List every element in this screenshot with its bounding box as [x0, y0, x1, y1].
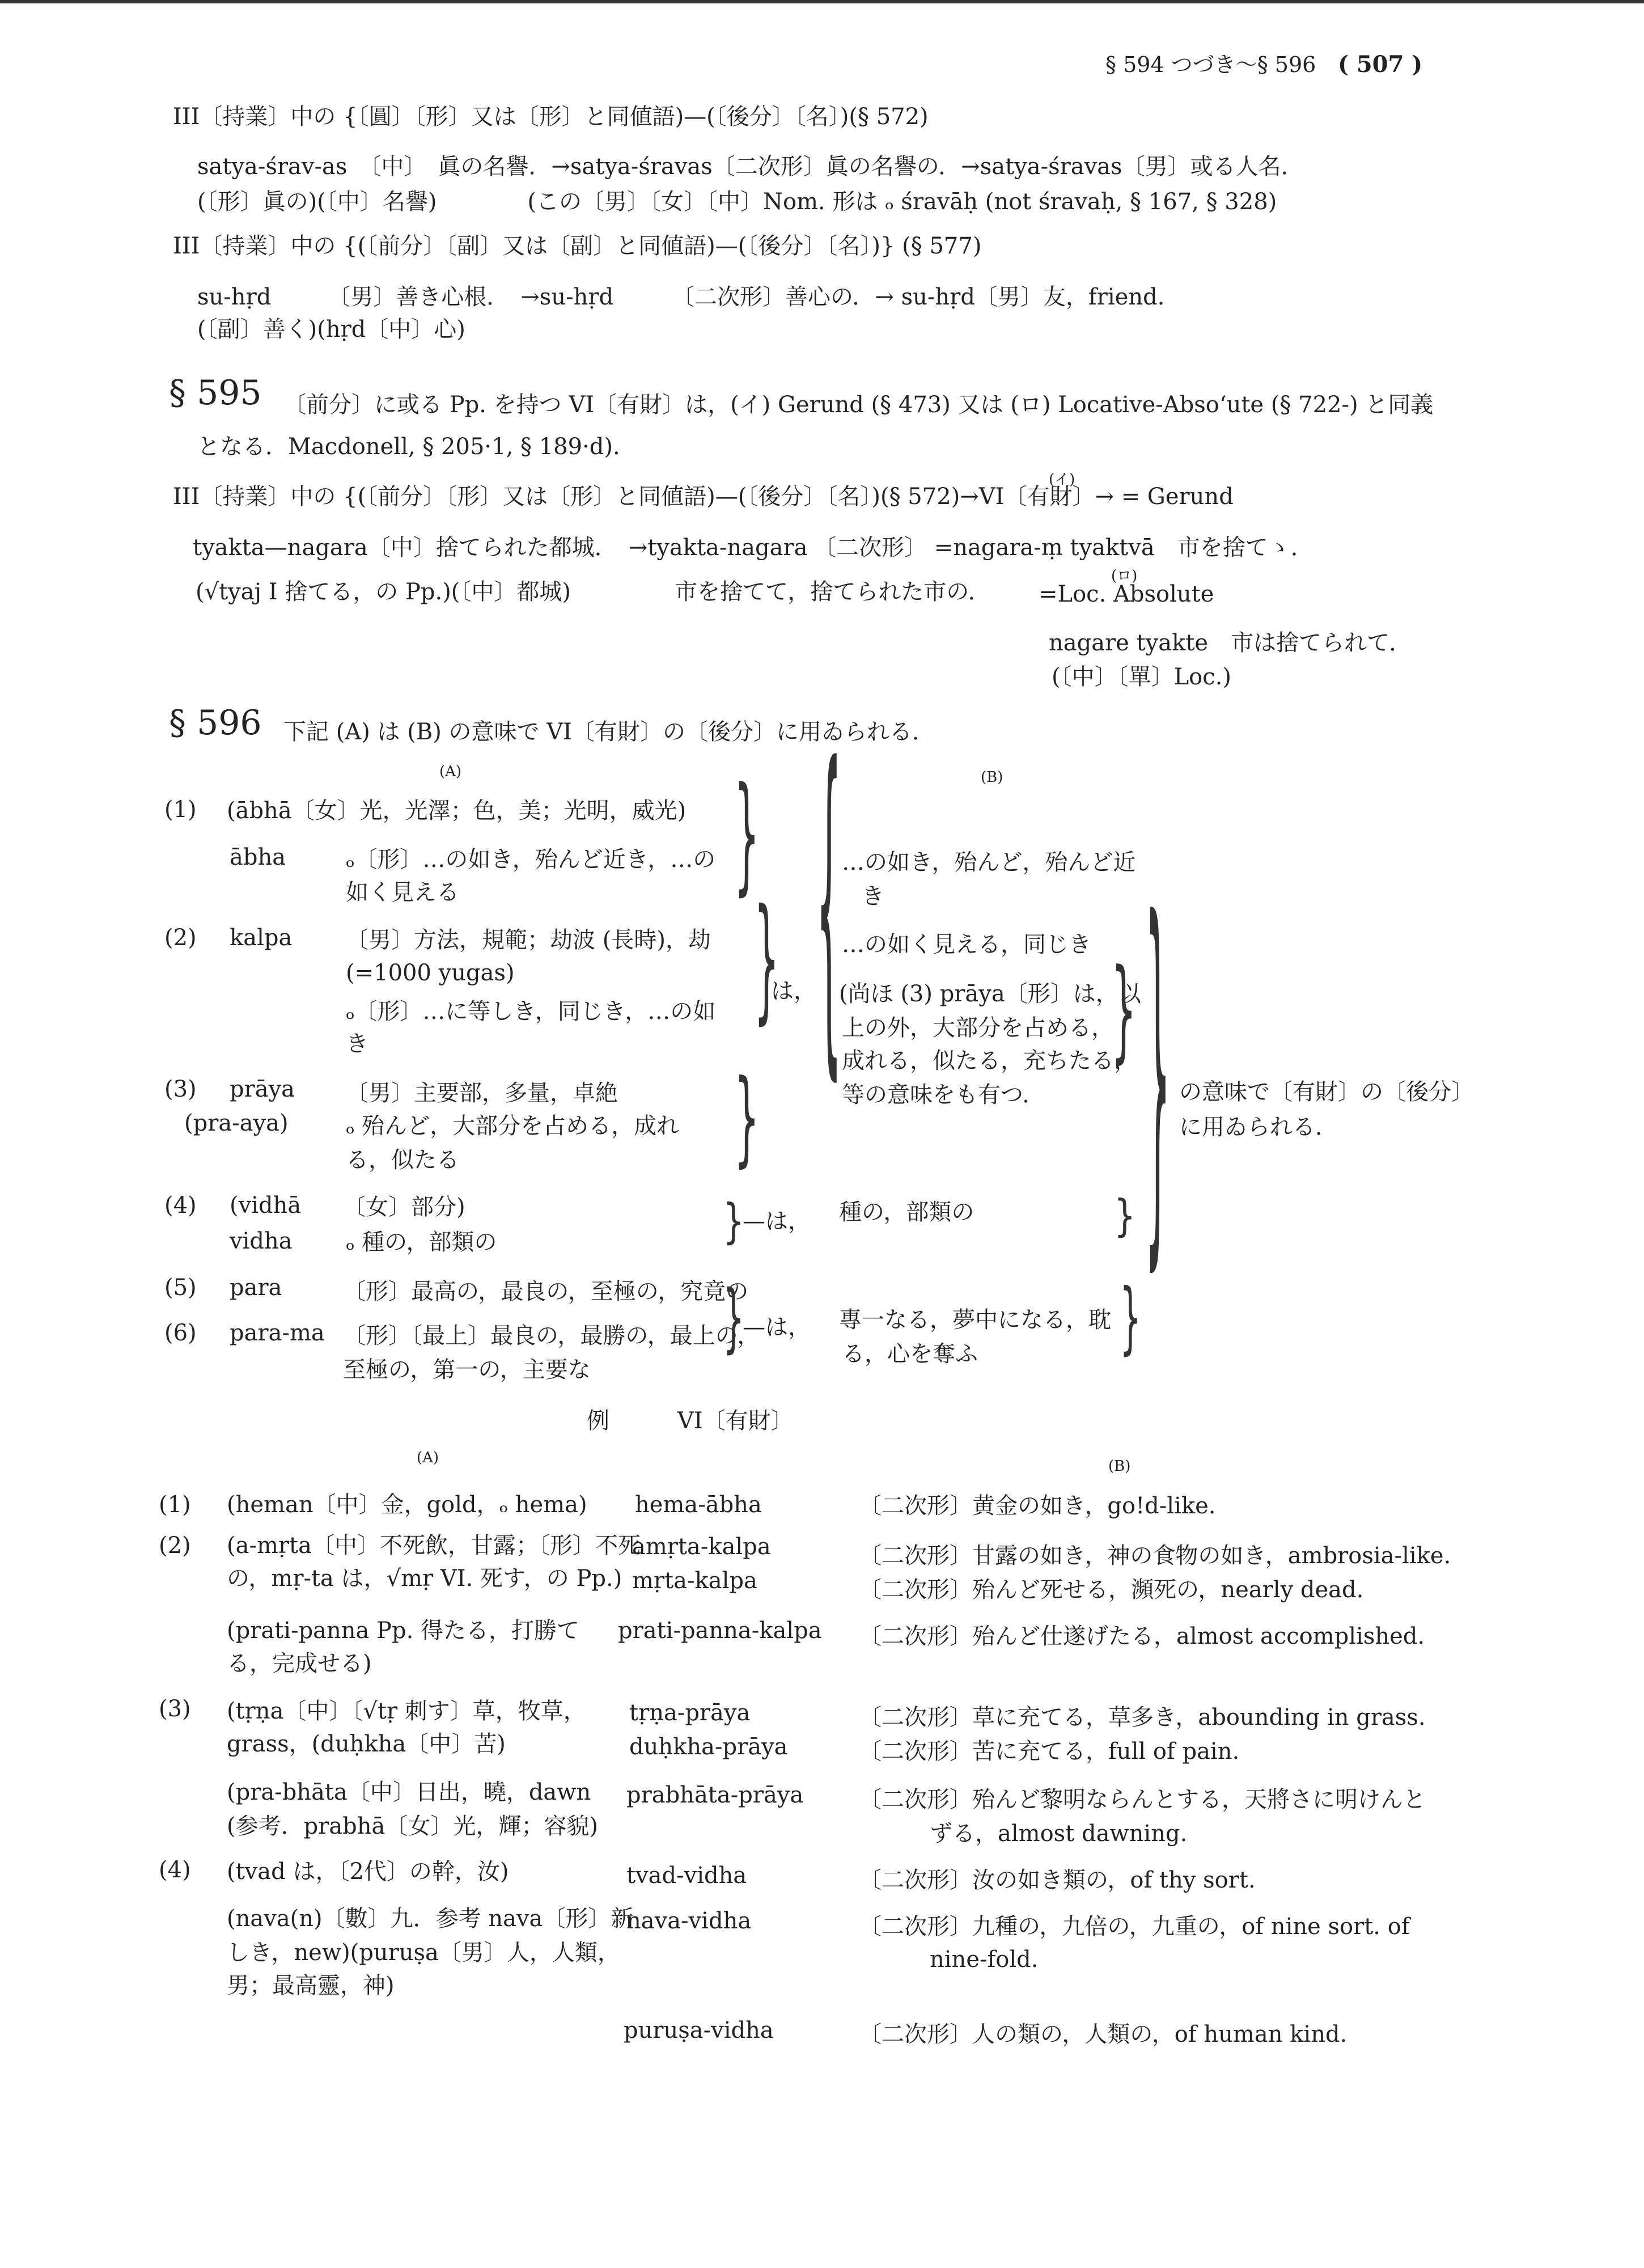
- sec594-heading-1: III〔持業〕中の {〔圓〕〔形〕又は〔形〕と同値語)—(〔後分〕〔名〕)(§ 572): [173, 104, 929, 130]
- ex-2-a1: (a-mṛta〔中〕不死飲，甘露；〔形〕不死: [227, 1533, 641, 1559]
- ex-3-b1: tṛṇa-prāya: [629, 1700, 751, 1726]
- ex-1-c: 〔二次形〕黄金の如き，go!d-like.: [859, 1493, 1216, 1519]
- ex-3-c2: 〔二次形〕苦に充てる，full of pain.: [859, 1738, 1240, 1765]
- ex-2-d1: (prati-panna Pp. 得たる，打勝て: [227, 1618, 580, 1644]
- b-3a: (尚ほ (3) prāya〔形〕は，以: [839, 981, 1141, 1007]
- item-3-a: prāya: [230, 1076, 295, 1102]
- sec595-ex-4: (〔中〕〔單〕Loc.): [1052, 664, 1231, 690]
- brace-b5-close: }: [1120, 1272, 1142, 1364]
- sec595-mark-ro: (ロ): [1111, 568, 1138, 585]
- sec594-heading-2: III〔持業〕中の {(〔前分〕〔副〕又は〔副〕と同値語)—(〔後分〕〔名〕)} (§ 577): [173, 233, 982, 259]
- item-1-d: 如く見える: [346, 879, 459, 905]
- sec595-ex-1b: 〔二次形〕 =nagara-ṃ tyaktvā 市を捨てゝ．: [813, 535, 1313, 561]
- sec596-intro: 下記 (A) は (B) の意味で VI〔有財〕の〔後分〕に用ゐられる．: [283, 719, 935, 745]
- item-1-c: ₒ〔形〕…の如き，殆んど近き，…の: [346, 847, 716, 873]
- brace-group-1: }: [734, 759, 760, 909]
- ex-4-d3: 男；最高靈，神): [227, 1973, 395, 1999]
- ex-3-a2: grass，(duḥkha〔中〕苦): [227, 1731, 506, 1757]
- b-1b: き: [862, 883, 884, 909]
- ex-2-f: 〔二次形〕殆んど仕遂げたる，almost accomplished.: [859, 1623, 1425, 1649]
- item-2-d: ₒ〔形〕…に等しき，同じき，…の如: [346, 998, 716, 1025]
- item-3-e: る，似たる: [346, 1147, 459, 1173]
- b-4: 種の，部類の: [839, 1199, 974, 1225]
- ex-2-b2: mṛta-kalpa: [632, 1568, 757, 1594]
- sec595-ex-2c: =Loc. Absolute: [1039, 581, 1214, 607]
- ex-3-number: (3): [159, 1696, 191, 1722]
- ex-2-c1: 〔二次形〕甘露の如き，神の食物の如き，ambrosia-like.: [859, 1543, 1451, 1569]
- ex-4-g: puruṣa-vidha: [624, 2017, 774, 2043]
- item-2-c: (=1000 yugas): [346, 960, 515, 986]
- ex-3-d1: (pra-bhāta〔中〕日出，曉，dawn: [227, 1779, 591, 1805]
- ex-2-b1: amṛta-kalpa: [632, 1534, 771, 1560]
- sec595-mark-i: (イ): [1049, 471, 1075, 488]
- item-4-number: (4): [164, 1192, 197, 1218]
- ex-4-a: (tvad は，〔2代〕の幹，汝): [227, 1859, 509, 1885]
- item-1-a: (ābhā〔女〕光，光澤；色，美；光明，威光): [227, 798, 687, 824]
- ex-4-d1: (nava(n)〔數〕九．参考 nava〔形〕新: [227, 1906, 634, 1932]
- ex-3-f2: ずる，almost dawning.: [930, 1821, 1188, 1847]
- ex-3-b2: duḥkha-prāya: [629, 1734, 788, 1760]
- item-2-e: き: [346, 1031, 368, 1057]
- item-1-b: ābha: [230, 844, 286, 870]
- brace-group-2: }: [754, 879, 779, 1038]
- ex-2-a2: の，mṛ-ta は，√mṛ VI. 死す，の Pp.): [227, 1565, 622, 1592]
- b-2: …の如く見える，同じき: [842, 932, 1091, 958]
- ex-3-f1: 〔二次形〕殆んど黎明ならんとする，天將さに明けんと: [859, 1787, 1426, 1813]
- sec594-line-3a: su-hṛd 〔男〕善き心根． →su-hṛd: [197, 284, 614, 310]
- sec596-number: § 596: [169, 703, 262, 743]
- item-2-b: 〔男〕方法，規範；劫波 (長時)，劫: [346, 927, 711, 953]
- item-6-a: para-ma: [230, 1320, 325, 1346]
- item-1-number: (1): [164, 797, 197, 823]
- sec594-line-2: (〔形〕眞の)(〔中〕名譽) (この〔男〕〔女〕〔中〕Nom. 形は ₒ śravāḥ (not śravaḥ, § 167, § 328): [197, 189, 1277, 215]
- item-3-c: (pra-aya): [184, 1110, 289, 1136]
- sec594-line-3b: 〔二次形〕善心の．→ su-hṛd〔男〕友，friend.: [672, 284, 1165, 310]
- brace-b4-close: }: [1114, 1190, 1136, 1242]
- ex-4-c: 〔二次形〕汝の如き類の，of thy sort.: [859, 1867, 1256, 1893]
- sec595-number: § 595: [169, 373, 262, 413]
- label-dash-wa-1: —は，: [743, 1208, 811, 1234]
- item-3-number: (3): [164, 1076, 197, 1102]
- sec595-ex-2b: 市を捨てて，捨てられた市の．: [675, 579, 991, 605]
- item-3-b: 〔男〕主要部，多量，卓絶: [346, 1080, 618, 1106]
- sec596-col-a: (A): [439, 763, 462, 780]
- b-5a: 專一なる，夢中になる，耽: [839, 1307, 1111, 1333]
- ex-4-f2: nine-fold.: [930, 1947, 1039, 1973]
- ex-4-d2: しき，new)(puruṣa〔男〕人，人類，: [227, 1940, 620, 1966]
- result-line-1: の意味で〔有財〕の〔後分〕: [1179, 1079, 1474, 1105]
- sec595-ex-3: nagare tyakte 市は捨てられて．: [1049, 630, 1412, 656]
- sec595-para-1: 〔前分〕に或る Pp. を持つ VI〔有財〕は，(イ) Gerund (§ 473) 又は (ロ) Locative-Absoʻute (§ 722-) と同義: [283, 392, 1434, 418]
- ex-1-b: hema-ābha: [635, 1492, 762, 1518]
- ex-4-f1: 〔二次形〕九種の，九倍の，九重の，of nine sort. of: [859, 1914, 1410, 1940]
- examples-col-b: (B): [1108, 1458, 1131, 1475]
- ex-4-number: (4): [159, 1857, 191, 1883]
- result-line-2: に用ゐられる．: [1179, 1114, 1338, 1140]
- b-5b: る，心を奪ふ: [842, 1341, 978, 1367]
- ex-2-c2: 〔二次形〕殆んど死せる，瀕死の，nearly dead.: [859, 1577, 1364, 1603]
- b-3b: 上の外，大部分を占める，: [842, 1015, 1114, 1041]
- ex-4-b: tvad-vidha: [626, 1863, 747, 1889]
- brace-group-5: }: [723, 1275, 745, 1362]
- examples-col-a: (A): [417, 1449, 439, 1466]
- brace-b3-close: }: [1111, 945, 1137, 1075]
- item-4-a: (vidhā: [230, 1192, 302, 1218]
- label-wa: は，: [771, 978, 816, 1004]
- item-6-b: 〔形〕〔最上〕最良の，最勝の，最上の，: [343, 1323, 760, 1349]
- sec595-para-2: となる．Macdonell, § 205·1, § 189·d).: [197, 434, 620, 460]
- ex-2-e: prati-panna-kalpa: [618, 1618, 822, 1644]
- top-rule: [0, 0, 1644, 3]
- ex-4-h: 〔二次形〕人の類の，人類の，of human kind.: [859, 2021, 1348, 2047]
- ex-3-a1: (tṛṇa〔中〕〔√tṛ 刺す〕草，牧草，: [227, 1698, 586, 1724]
- ex-3-d2: (参考．prabhā〔女〕光，輝；容貌): [227, 1813, 598, 1839]
- item-6-number: (6): [164, 1320, 197, 1346]
- label-dash-wa-2: —は，: [743, 1314, 811, 1340]
- item-3-d: ₒ 殆んど，大部分を占める，成れ: [346, 1113, 680, 1139]
- item-2-a: kalpa: [230, 925, 293, 951]
- b-3d: 等の意味をも有つ．: [842, 1082, 1045, 1108]
- ex-2-d2: る，完成せる): [227, 1651, 372, 1677]
- item-4-d: ₒ 種の，部類の: [346, 1229, 497, 1255]
- sec596-col-b: (B): [981, 769, 1003, 786]
- sec595-ex-2a: (√tyaj I 捨てる，の Pp.)(〔中〕都城): [196, 579, 571, 605]
- item-4-b: 〔女〕部分): [343, 1194, 465, 1220]
- ex-1-number: (1): [159, 1492, 191, 1518]
- ex-4-e: nava-vidha: [626, 1908, 752, 1934]
- b-1a: …の如き，殆んど，殆んど近: [842, 849, 1136, 875]
- item-5-a: para: [230, 1275, 282, 1301]
- brace-group-4: }: [723, 1194, 745, 1250]
- item-6-c: 至極の，第一の，主要な: [343, 1357, 591, 1383]
- ex-1-a: (heman〔中〕金，gold，ₒ hema): [227, 1492, 587, 1518]
- page-number: ( 507 ): [1338, 51, 1423, 78]
- brace-outer-close: }: [1145, 840, 1171, 1305]
- running-head: § 594 つづき～§ 596: [1105, 52, 1316, 77]
- item-4-c: vidha: [230, 1228, 293, 1254]
- sec594-line-1: satya-śrav-as 〔中〕 眞の名譽．→satya-śravas〔二次形〕眞の名譽の．→satya-śravas〔男〕或る人名．: [197, 154, 1304, 180]
- item-2-number: (2): [164, 925, 197, 951]
- ex-3-c1: 〔二次形〕草に充てる，草多き，abounding in grass.: [859, 1704, 1426, 1730]
- sec594-line-4: (〔副〕善く)(hṛd〔中〕心): [197, 316, 465, 342]
- sec595-ex-1a: tyakta—nagara〔中〕捨てられた都城． →tyakta-nagara: [193, 535, 808, 561]
- item-5-number: (5): [164, 1275, 197, 1301]
- brace-group-3: }: [734, 1057, 760, 1178]
- ex-3-e: prabhāta-prāya: [626, 1782, 804, 1808]
- item-5-b: 〔形〕最高の，最良の，至極の，究竟の: [343, 1279, 749, 1305]
- sec595-heading: III〔持業〕中の {(〔前分〕〔形〕又は〔形〕と同値語)—(〔後分〕〔名〕)(§ 572)→VI〔有財〕→ = Gerund: [173, 484, 1234, 510]
- examples-heading: 例 VI〔有財〕: [587, 1408, 794, 1434]
- brace-b-open: {: [816, 693, 842, 1111]
- ex-2-number: (2): [159, 1533, 191, 1559]
- b-3c: 成れる，似たる，充ちたる，: [842, 1048, 1137, 1074]
